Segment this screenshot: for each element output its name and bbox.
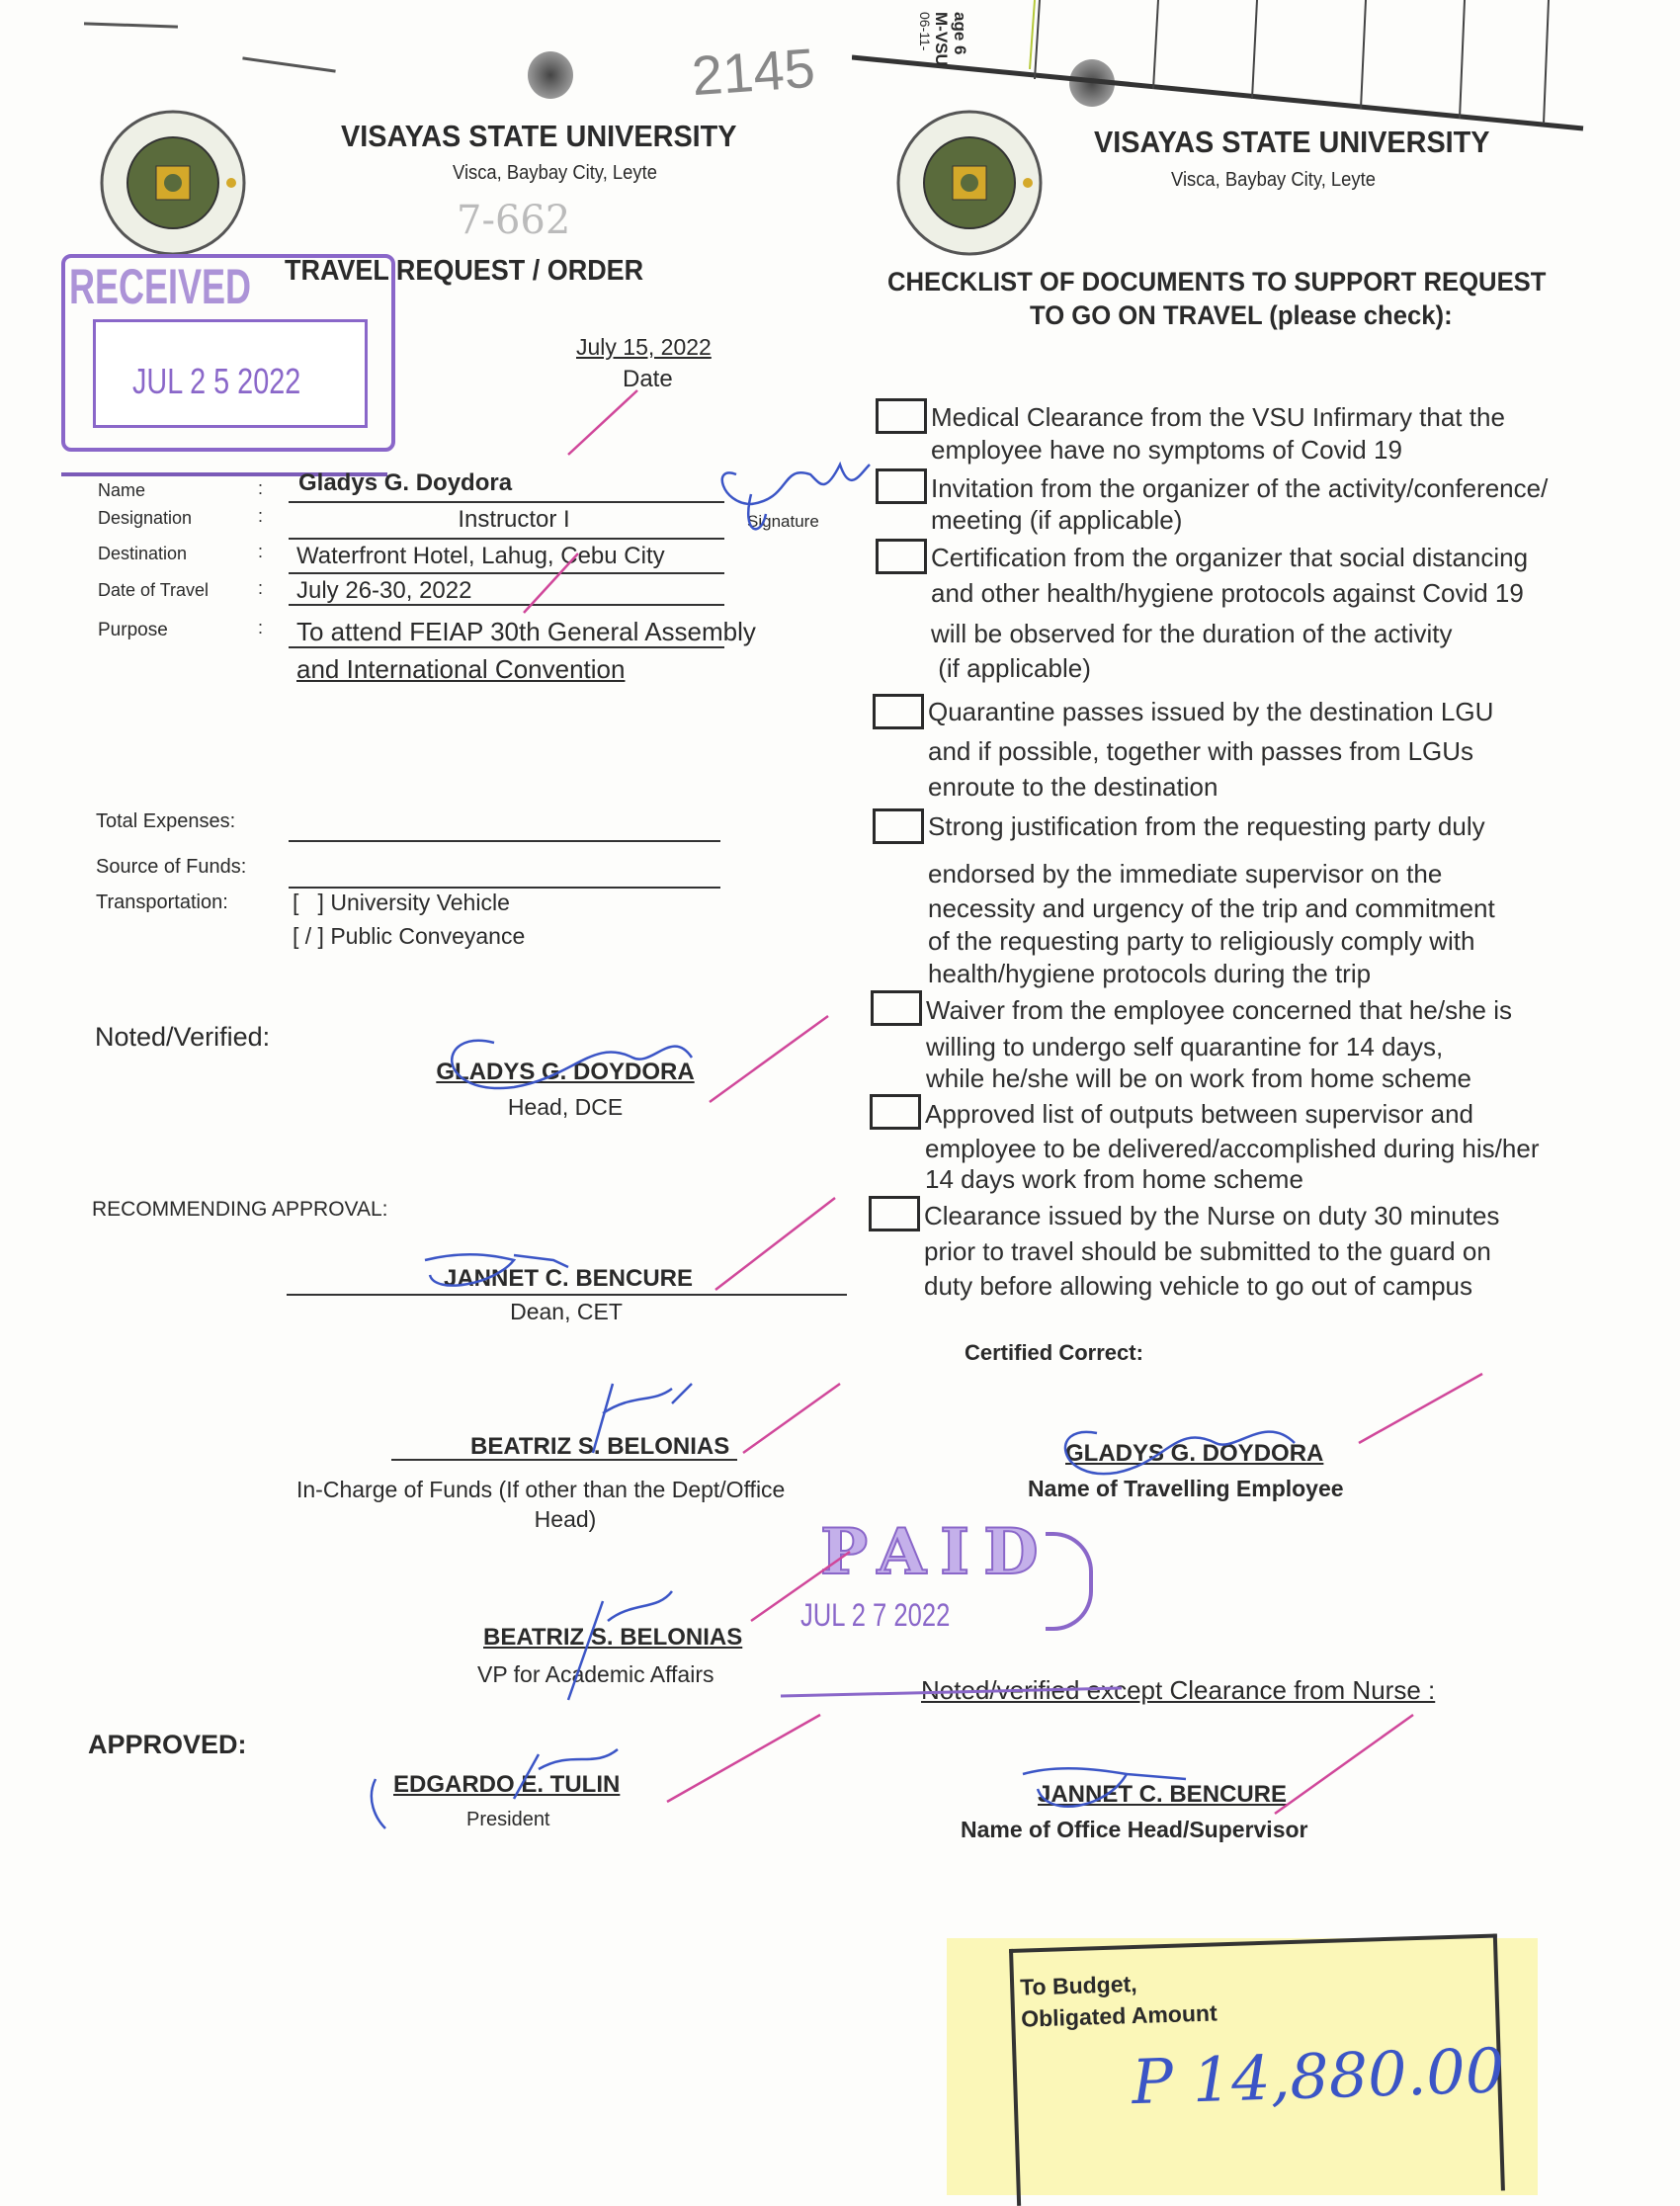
budget-note-line1: To Budget, — [1019, 1970, 1137, 2000]
punch-hole — [528, 51, 573, 99]
university-name-left: VISAYAS STATE UNIVERSITY — [341, 119, 737, 153]
check-mark — [715, 1198, 835, 1290]
received-stamp-date: JUL 2 5 2022 — [132, 361, 301, 401]
check-mark — [1275, 1715, 1413, 1814]
scan-mark — [84, 22, 178, 28]
signature-label: Signature — [747, 512, 819, 531]
noted-position: Head, DCE — [507, 1094, 624, 1120]
recommending-underline — [287, 1294, 847, 1296]
checklist-item-text: prior to travel should be submitted to the guard on — [924, 1236, 1491, 1266]
university-seal-left — [97, 107, 249, 259]
paid-stamp-word: PAID — [820, 1515, 1052, 1589]
name-label: Name — [98, 480, 146, 500]
check-mark — [743, 1384, 840, 1453]
handwritten-ref-number: 2145 — [689, 36, 817, 108]
checkbox-mark[interactable]: [ ] — [293, 890, 324, 915]
checklist-checkbox[interactable] — [873, 808, 924, 844]
university-name-right: VISAYAS STATE UNIVERSITY — [1094, 125, 1490, 159]
checklist-item-text: and other health/hygiene protocols against Covid 19 — [931, 578, 1524, 608]
colon: : — [258, 542, 264, 561]
checklist-item-text: and if possible, together with passes from LGUs — [928, 736, 1474, 766]
colon: : — [258, 618, 264, 637]
checklist-item-text: Invitation from the organizer of the activity/conference/ — [931, 473, 1549, 503]
transport-option-public-conveyance[interactable] — [293, 923, 525, 950]
checklist-item-text: Waiver from the employee concerned that he/she is — [926, 995, 1512, 1025]
designation-label: Designation — [98, 508, 193, 528]
form-title: TRAVEL REQUEST / ORDER — [285, 255, 644, 287]
checklist-item-text: Strong justification from the requesting party duly — [928, 811, 1485, 841]
checklist-checkbox[interactable] — [876, 539, 927, 574]
destination-label: Destination — [98, 544, 188, 563]
request-date: July 15, 2022 — [576, 334, 712, 360]
colon: : — [258, 506, 264, 526]
checklist-item-text: Approved list of outputs between supervisor and — [925, 1099, 1474, 1129]
name-underline — [289, 501, 724, 503]
recommending-approval-label: RECOMMENDING APPROVAL: — [92, 1198, 388, 1221]
checklist-checkbox[interactable] — [871, 990, 922, 1026]
request-date-label: Date — [623, 366, 673, 392]
designation-underline — [289, 538, 724, 540]
checklist-checkbox[interactable] — [876, 398, 927, 434]
checklist-item-text: enroute to the destination — [928, 772, 1218, 802]
checklist-item-text: Clearance issued by the Nurse on duty 30 minutes — [924, 1201, 1500, 1230]
checklist-item-text: necessity and urgency of the trip and commitment — [928, 893, 1495, 923]
tab-text: M-VSU — [932, 12, 951, 66]
purpose-value-line1[interactable]: To attend FEIAP 30th General Assembly — [296, 617, 756, 646]
option-label: Public Conveyance — [330, 923, 526, 949]
source-of-funds-field[interactable] — [289, 887, 720, 889]
checklist-checkbox[interactable] — [870, 1094, 921, 1130]
checklist-item-text: Medical Clearance from the VSU Infirmary that the — [931, 402, 1505, 432]
checklist-item-text: employee have no symptoms of Covid 19 — [931, 435, 1402, 465]
colon: : — [258, 478, 264, 498]
noted-name: GLADYS G. DOYDORA — [436, 1059, 695, 1085]
scan-mark — [242, 56, 335, 72]
destination-value[interactable]: Waterfront Hotel, Lahug, Cebu City — [296, 543, 665, 569]
checklist-item-text: Certification from the organizer that social distancing — [931, 543, 1529, 572]
checklist-item-text: health/hygiene protocols during the trip — [928, 959, 1372, 988]
checklist-checkbox[interactable] — [876, 468, 927, 504]
employee-name: GLADYS G. DOYDORA — [1065, 1440, 1324, 1467]
checklist-item-text: willing to undergo self quarantine for 14 days, — [926, 1032, 1444, 1061]
option-label: University Vehicle — [330, 890, 510, 915]
obligated-amount[interactable]: P 14,880.00 — [1131, 2034, 1506, 2119]
funds-name: BEATRIZ S. BELONIAS — [470, 1433, 730, 1460]
employee-caption: Name of Travelling Employee — [1028, 1476, 1344, 1501]
vp-position: VP for Academic Affairs — [477, 1661, 714, 1687]
purpose-underline — [289, 646, 724, 648]
checklist-item-text: while he/she will be on work from home scheme — [926, 1063, 1472, 1093]
tab-text: age 6 — [951, 12, 969, 55]
checklist-item-text: endorsed by the immediate supervisor on the — [928, 859, 1443, 889]
colon: : — [258, 578, 264, 598]
recommending-name: JANNET C. BENCURE — [443, 1265, 694, 1292]
check-mark — [1359, 1374, 1482, 1443]
certified-correct-label: Certified Correct: — [965, 1340, 1143, 1365]
check-mark — [667, 1715, 820, 1802]
checklist-item-text: (if applicable) — [931, 653, 1091, 683]
checklist-item-text: of the requesting party to religiously comply with — [928, 926, 1475, 956]
date-of-travel-value[interactable]: July 26-30, 2022 — [296, 577, 472, 604]
handwritten-ref-code: 7-662 — [457, 198, 571, 243]
check-mark — [568, 390, 637, 455]
funds-position-cont: Head) — [534, 1506, 597, 1532]
supervisor-caption: Name of Office Head/Supervisor — [961, 1817, 1308, 1842]
date-of-travel-underline — [289, 604, 724, 606]
checklist-item-text: will be observed for the duration of the activity — [931, 619, 1453, 648]
purpose-value-line2[interactable]: and International Convention — [296, 654, 626, 684]
received-stamp-word: RECEIVED — [69, 259, 252, 314]
checklist-checkbox[interactable] — [869, 1196, 920, 1231]
checklist-item-text: duty before allowing vehicle to go out of campus — [924, 1271, 1473, 1301]
name-value[interactable]: Gladys G. Doydora — [298, 469, 513, 496]
university-seal-right — [893, 107, 1046, 259]
transport-option-university-vehicle[interactable] — [293, 890, 510, 916]
noted-verified-label: Noted/Verified: — [95, 1022, 271, 1052]
total-expenses-label: Total Expenses: — [96, 810, 236, 832]
paid-stamp-date: JUL 2 7 2022 — [800, 1597, 951, 1633]
checklist-item-text: 14 days work from home scheme — [925, 1164, 1303, 1194]
university-address-left: Visca, Baybay City, Leyte — [453, 162, 657, 184]
funds-position: In-Charge of Funds (If other than the Dept/Office — [296, 1477, 786, 1502]
date-of-travel-label: Date of Travel — [98, 580, 210, 600]
purpose-label: Purpose — [98, 620, 168, 640]
president-position: President — [466, 1809, 550, 1830]
checklist-item-text: meeting (if applicable) — [931, 505, 1183, 535]
paid-stamp — [781, 1515, 1107, 1656]
budget-note-line2: Obligated Amount — [1020, 1999, 1218, 2032]
recommending-position: Dean, CET — [510, 1299, 623, 1324]
check-mark — [710, 1016, 828, 1102]
transportation-label: Transportation: — [96, 891, 228, 913]
checklist-item-text: Quarantine passes issued by the destination LGU — [928, 697, 1494, 726]
checklist-checkbox[interactable] — [873, 694, 924, 729]
checklist-item-text: employee to be delivered/accomplished during his/her — [925, 1134, 1540, 1163]
designation-value[interactable]: Instructor I — [458, 506, 570, 533]
destination-underline — [289, 572, 724, 574]
source-of-funds-label: Source of Funds: — [96, 856, 247, 878]
president-name: EDGARDO E. TULIN — [393, 1771, 621, 1798]
checklist-title-line1: CHECKLIST OF DOCUMENTS TO SUPPORT REQUEST — [887, 267, 1547, 297]
checkbox-mark[interactable]: [ / ] — [293, 923, 324, 949]
vp-name: BEATRIZ S. BELONIAS — [483, 1624, 743, 1651]
noted-except-label: Noted/verified except Clearance from Nurse : — [921, 1675, 1436, 1705]
supervisor-name: JANNET C. BENCURE — [1038, 1781, 1288, 1808]
tab-text: 06-11- — [917, 12, 933, 51]
checklist-title-line2: TO GO ON TRAVEL (please check): — [1030, 300, 1453, 330]
budget-note-box — [1009, 1933, 1505, 2205]
approved-label: APPROVED: — [88, 1730, 247, 1759]
total-expenses-field[interactable] — [289, 840, 720, 842]
university-address-right: Visca, Baybay City, Leyte — [1171, 169, 1376, 191]
